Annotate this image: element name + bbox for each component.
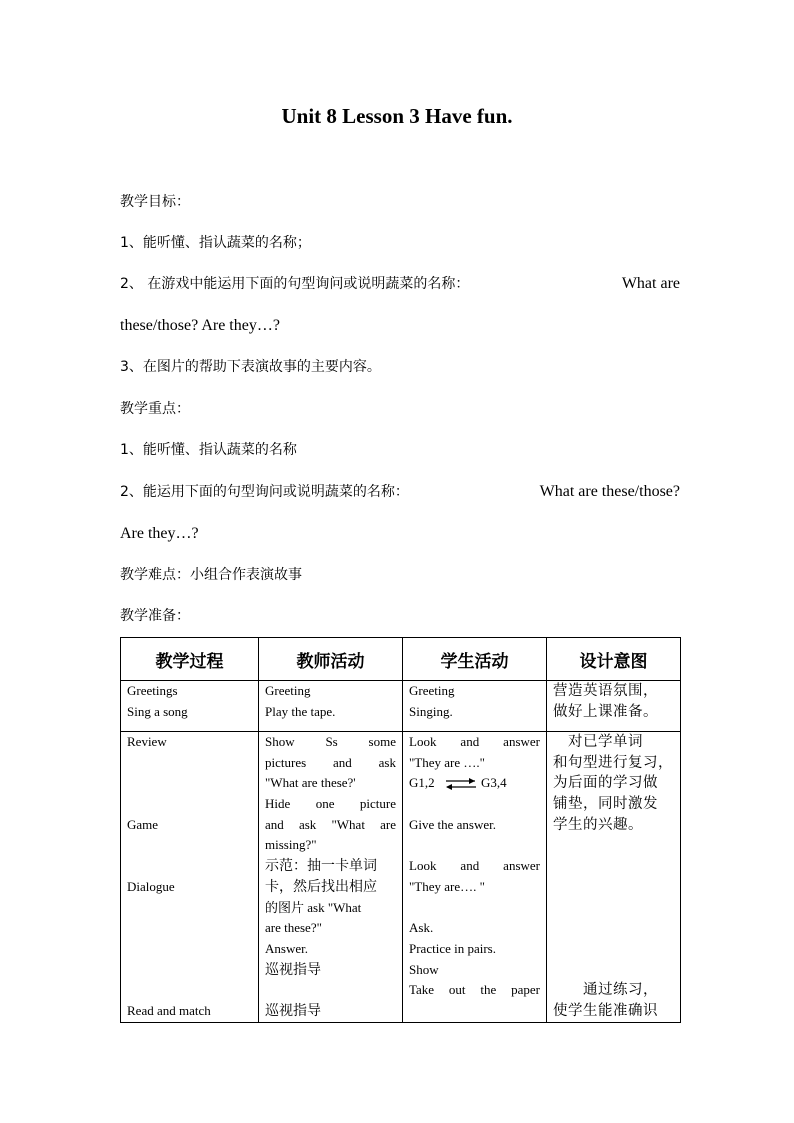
- header-teacher-activity: 教师活动: [259, 638, 403, 681]
- teacher-line: 卡，然后找出相应: [265, 878, 377, 895]
- document-title: Unit 8 Lesson 3 Have fun.: [281, 104, 513, 128]
- key-point-1: 1、能听懂、指认蔬菜的名称: [120, 442, 297, 458]
- objective-1: 1、能听懂、指认蔬菜的名称；: [120, 235, 311, 251]
- intent-line: 为后面的学习做: [553, 775, 658, 792]
- objective-2-text: 2、 在游戏中能运用下面的句型询问或说明蔬菜的名称：: [120, 276, 470, 292]
- teacher-line: 巡视指导: [265, 961, 321, 978]
- teacher-line: "What are these?': [265, 775, 356, 791]
- process-review: Review: [127, 734, 167, 749]
- teacher-line: and ask "What are: [265, 816, 396, 832]
- process-dialogue: Dialogue: [127, 878, 175, 894]
- header-design-intent: 设计意图: [547, 638, 681, 681]
- student-line: Give the answer.: [409, 816, 497, 832]
- intent-line: 营造英语氛围，: [553, 683, 658, 699]
- process-line: Sing a song: [127, 703, 188, 719]
- header-process: 教学过程: [121, 638, 259, 681]
- student-line: Take out the paper: [409, 982, 540, 998]
- teacher-line: Hide one picture: [265, 796, 396, 812]
- process-cell: [121, 681, 259, 732]
- objective-2-english: What are: [621, 275, 680, 292]
- key-points-heading: 教学重点：: [120, 401, 190, 417]
- table-row: [121, 732, 681, 1023]
- header-student-activity: 学生活动: [403, 638, 547, 681]
- group-3-4-label: G3,4: [481, 775, 507, 791]
- intent-cell: [547, 732, 681, 1023]
- objective-2-line-1: [120, 274, 680, 294]
- student-line: Show: [409, 961, 439, 977]
- table-header-row: [121, 638, 681, 681]
- teacher-line: Answer.: [265, 940, 308, 956]
- exchange-arrows-icon: [445, 777, 477, 791]
- teacher-cell: [259, 681, 403, 732]
- objectives-heading: 教学目标：: [120, 194, 190, 210]
- teacher-line: Show Ss some: [265, 734, 396, 749]
- intent-line: 使学生能准确识: [553, 1002, 658, 1019]
- process-read-and-match: Read and match: [127, 1002, 211, 1018]
- key-point-2-line-1: [120, 482, 680, 502]
- intent-line: 做好上课准备。: [553, 703, 658, 720]
- teacher-line: missing?": [265, 837, 317, 853]
- group-1-2-label: G1,2: [409, 775, 435, 791]
- student-line: Ask.: [409, 920, 434, 936]
- intent-line: 铺垫，同时激发: [553, 796, 658, 813]
- student-cell: [403, 681, 547, 732]
- key-point-2-english: What are these/those?: [539, 483, 680, 500]
- teacher-line: 巡视指导: [265, 1002, 321, 1019]
- intent-line: 和句型进行复习，: [553, 754, 673, 771]
- intent-line: 学生的兴趣。: [553, 816, 643, 833]
- student-line: Look and answer: [409, 734, 540, 749]
- teacher-line: Play the tape.: [265, 703, 336, 719]
- intent-line: 通过练习，: [553, 982, 658, 999]
- student-line: "They are…. ": [409, 878, 485, 894]
- student-cell: [403, 732, 547, 1023]
- student-line: Singing.: [409, 703, 453, 719]
- intent-cell: [547, 681, 681, 732]
- teacher-line: [265, 980, 396, 1001]
- key-point-2-text: 2、能运用下面的句型询问或说明蔬菜的名称：: [120, 484, 409, 500]
- teacher-line: 的图片 ask "What: [265, 899, 362, 915]
- table-row: [121, 681, 681, 732]
- preparation-heading: 教学准备：: [120, 608, 190, 624]
- group-exchange: [409, 773, 540, 794]
- difficulty: 教学难点：小组合作表演故事: [120, 567, 302, 583]
- objective-2-line-2: these/those? Are they…?: [120, 317, 280, 334]
- student-line: "They are ….": [409, 754, 485, 770]
- teacher-line: are these?": [265, 920, 322, 936]
- objective-3: 3、在图片的帮助下表演故事的主要内容。: [120, 359, 381, 375]
- process-game: Game: [127, 816, 159, 832]
- process-line: Greetings: [127, 683, 178, 698]
- teacher-line: 示范：抽一卡单词: [265, 858, 377, 875]
- teacher-cell: [259, 732, 403, 1023]
- key-point-2-line-2: Are they…?: [120, 525, 199, 542]
- student-line: Look and answer: [409, 858, 540, 874]
- lesson-plan-table: [120, 637, 681, 1023]
- student-line: Practice in pairs.: [409, 940, 496, 956]
- teacher-line: pictures and ask: [265, 754, 396, 770]
- teacher-line: Greeting: [265, 683, 311, 698]
- student-line: Greeting: [409, 683, 455, 698]
- intent-line: 对已学单词: [553, 734, 643, 750]
- process-cell: [121, 732, 259, 1023]
